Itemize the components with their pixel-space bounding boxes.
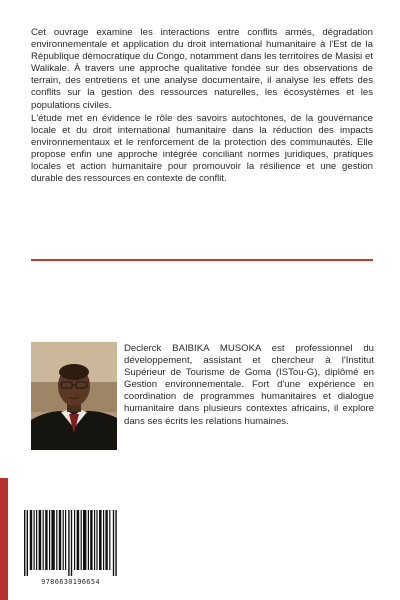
summary-paragraph-1: Cet ouvrage examine les interactions entre conflits armés, dégradation environnementale et application du droit international humanitaire à l'Est de la République démocratique du Congo, notamment dans les territoires de Masisi et Walikale. À travers une approche qualitative fondée sur des observations de terrain, des entretiens et une analyse documentaire, il analyse les effets des conflits sur la gestion des ressources naturelles, les écosystèmes et les populations civiles. [31,27,373,111]
author-bio: Declerck BAIBIKA MUSOKA est professionnel du développement, assistant et chercheur à l'Institut Supérieur de Tourisme de Goma (ISTou-G), diplômé en Gestion environnementale. Fort d'une expérience en coordination de programmes humanitaires et dialogue humanitaire dans plusieurs contextes africains, il explore dans ses écrits les relations humaines. [124,343,374,427]
barcode-bars [24,510,117,576]
book-summary [31,27,373,186]
isbn-digits: 9786630196654 [41,578,100,586]
isbn-barcode [18,506,123,592]
section-divider [31,259,373,261]
summary-paragraph-2: L'étude met en évidence le rôle des savoirs autochtones, de la gouvernance locale et du droit international humanitaire dans la réduction des impacts environnementaux et le renforcement de la protection des communautés. Elle propose enfin une approche intégrée conciliant normes juridiques, pratiques locales et action humanitaire pour promouvoir la résilience et une gestion durable des ressources en contexte de conflit. [31,112,373,185]
cover-red-stripe [0,478,8,600]
author-photo [31,342,117,450]
